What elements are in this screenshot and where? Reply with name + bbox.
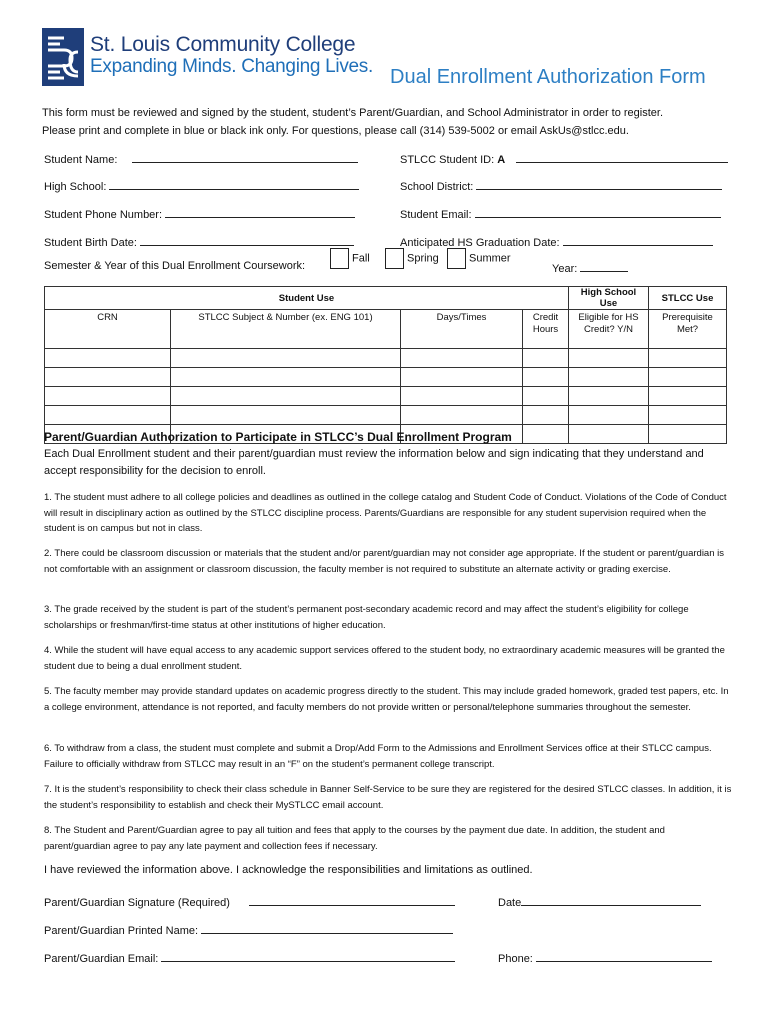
table-row[interactable] [45, 368, 727, 387]
graduation-date-label: Anticipated HS Graduation Date: [400, 237, 563, 249]
student-name-field[interactable] [44, 151, 358, 166]
table-cell[interactable] [171, 406, 401, 425]
authorization-title: Parent/Guardian Authorization to Participate in STLCC’s Dual Enrollment Program [44, 430, 512, 444]
policy-item-3: 3. The grade received by the student is part of the student’s permanent post-secondary academic record and may affect the student’s eligibility for college scholarships or freshman/first-time status at other institutions of higher education. [44, 604, 689, 631]
high-school-label: High School: [44, 181, 110, 193]
table-cell[interactable] [523, 425, 569, 444]
table-cell[interactable] [523, 349, 569, 368]
school-district-label: School District: [400, 181, 477, 193]
guardian-email-field[interactable] [44, 950, 455, 965]
table-cell[interactable] [401, 387, 523, 406]
table-cell[interactable] [45, 387, 171, 406]
course-table [44, 286, 727, 444]
school-district-line[interactable] [476, 178, 722, 190]
table-cell[interactable] [45, 406, 171, 425]
table-cell[interactable] [171, 387, 401, 406]
table-row[interactable] [45, 387, 727, 406]
table-row[interactable] [45, 349, 727, 368]
authorization-intro: Each Dual Enrollment student and their parent/guardian must review the information below and sign indicating that they understand and accept responsibility for the decision to enroll. [44, 448, 704, 477]
student-email-field[interactable] [400, 206, 721, 221]
spring-label: Spring [407, 252, 439, 265]
student-name-line[interactable] [132, 151, 358, 163]
fall-option[interactable] [330, 248, 370, 269]
instructions-line-1: This form must be reviewed and signed by the student, student’s Parent/Guardian, and School Administrator in order to register. [42, 107, 664, 119]
table-cell[interactable] [171, 349, 401, 368]
col-days-times: Days/Times [401, 310, 523, 349]
stlcc-use-header: STLCC Use [649, 287, 727, 310]
table-cell[interactable] [401, 406, 523, 425]
student-id-line[interactable] [516, 151, 728, 163]
policy-item-4: 4. While the student will have equal access to any academic support services offered to the student body, no extraordinary academic measures will be granted the student due to being a dual enrollment student. [44, 645, 725, 672]
spring-checkbox[interactable] [385, 248, 404, 269]
student-email-label: Student Email: [400, 209, 475, 221]
high-school-field[interactable] [44, 178, 359, 193]
table-cell[interactable] [569, 387, 649, 406]
table-cell[interactable] [649, 387, 727, 406]
fall-checkbox[interactable] [330, 248, 349, 269]
table-cell[interactable] [649, 368, 727, 387]
table-cell[interactable] [171, 368, 401, 387]
printed-name-label: Parent/Guardian Printed Name: [44, 925, 202, 937]
instructions-line-2: Please print and complete in blue or black ink only. For questions, please call (314) 539-5002 or email AskUs@stlcc.edu. [42, 125, 629, 137]
signature-label: Parent/Guardian Signature (Required) [44, 897, 230, 909]
table-cell[interactable] [569, 368, 649, 387]
student-phone-line[interactable] [165, 206, 355, 218]
table-group-header [45, 287, 727, 310]
signature-field[interactable] [44, 894, 455, 909]
college-name: St. Louis Community College [90, 33, 356, 56]
table-cell[interactable] [401, 349, 523, 368]
col-hs-credit: Eligible for HS Credit? Y/N [569, 310, 649, 349]
form-instructions [42, 104, 742, 140]
student-id-field[interactable] [400, 151, 728, 166]
table-cell[interactable] [649, 406, 727, 425]
semester-label: Semester & Year of this Dual Enrollment Coursework: [44, 260, 306, 272]
table-cell[interactable] [401, 368, 523, 387]
table-cell[interactable] [649, 425, 727, 444]
phone-label: Phone: [498, 953, 536, 965]
summer-label: Summer [469, 252, 511, 265]
date-label: Date [498, 897, 522, 909]
date-field[interactable] [498, 894, 701, 909]
acknowledgement-text: I have reviewed the information above. I acknowledge the responsibilities and limitations as outlined. [44, 864, 533, 876]
table-cell[interactable] [569, 349, 649, 368]
date-line[interactable] [521, 894, 701, 906]
policy-item-5: 5. The faculty member may provide standard updates on academic progress directly to the student. This may include graded homework, graded test papers, etc. In a college environment, attendance is not reported, and faculty members do not provide written or personal/telephone summaries throughout the semester. [44, 686, 729, 713]
student-use-header: Student Use [45, 287, 569, 310]
guardian-phone-field[interactable] [498, 950, 712, 965]
table-cell[interactable] [569, 425, 649, 444]
table-column-header [45, 310, 727, 349]
policy-item-7: 7. It is the student’s responsibility to check their class schedule in Banner Self-Service to be sure they are registered for the desired STLCC classes. In addition, it is the student’s responsibility to establish and check their MySTLCC email account. [44, 784, 732, 811]
guardian-email-line[interactable] [161, 950, 455, 962]
table-cell[interactable] [649, 349, 727, 368]
col-crn: CRN [45, 310, 171, 349]
birth-date-line[interactable] [140, 234, 354, 246]
col-subject-number: STLCC Subject & Number (ex. ENG 101) [171, 310, 401, 349]
college-tagline: Expanding Minds. Changing Lives. [90, 56, 373, 77]
student-phone-field[interactable] [44, 206, 355, 221]
year-line[interactable] [580, 260, 628, 272]
table-cell[interactable] [569, 406, 649, 425]
graduation-date-field[interactable] [400, 234, 713, 249]
spring-option[interactable] [385, 248, 439, 269]
graduation-date-line[interactable] [563, 234, 713, 246]
printed-name-line[interactable] [201, 922, 453, 934]
school-district-field[interactable] [400, 178, 722, 193]
col-prerequisite: Prerequisite Met? [649, 310, 727, 349]
high-school-use-header: High School Use [569, 287, 649, 310]
birth-date-label: Student Birth Date: [44, 237, 140, 249]
guardian-email-label: Parent/Guardian Email: [44, 953, 162, 965]
policy-item-1: 1. The student must adhere to all college policies and deadlines as outlined in the college catalog and Student Code of Conduct. Violations of the Code of Conduct will result in disciplinary action as outlined by the STLCC discipline process. Parents/Guardians are responsible for any student supervision required when the student is on campus but not in class. [44, 492, 727, 534]
signature-line[interactable] [249, 894, 455, 906]
table-row[interactable] [45, 406, 727, 425]
student-phone-label: Student Phone Number: [44, 209, 166, 221]
summer-option[interactable] [447, 248, 511, 269]
col-credit-hours: Credit Hours [523, 310, 569, 349]
table-cell[interactable] [523, 406, 569, 425]
birth-date-field[interactable] [44, 234, 354, 249]
year-label: Year: [552, 263, 581, 275]
table-cell[interactable] [523, 387, 569, 406]
form-title: Dual Enrollment Authorization Form [390, 66, 706, 88]
year-field[interactable] [552, 260, 628, 275]
table-cell[interactable] [45, 349, 171, 368]
high-school-line[interactable] [109, 178, 359, 190]
policy-item-6: 6. To withdraw from a class, the student must complete and submit a Drop/Add Form to the Admissions and Enrollment Services office at their STLCC campus. Failure to officially withdraw from STLCC may result in an “F” on the student’s permanent college transcript. [44, 743, 712, 770]
printed-name-field[interactable] [44, 922, 453, 937]
table-cell[interactable] [45, 368, 171, 387]
table-cell[interactable] [523, 368, 569, 387]
summer-checkbox[interactable] [447, 248, 466, 269]
student-id-label: STLCC Student ID: [400, 154, 498, 166]
fall-label: Fall [352, 252, 370, 265]
policy-item-2: 2. There could be classroom discussion or materials that the student and/or parent/guardian may not consider age appropriate. If the student or parent/guardian is not comfortable with an assignment or classroom discussion, the faculty member is not required to substitute an alternate activity or grading exercise. [44, 548, 725, 575]
student-id-prefix: A [497, 154, 506, 166]
policy-item-8: 8. The Student and Parent/Guardian agree to pay all tuition and fees that apply to the courses by the payment due date. In addition, the student and parent/guardian agree to pay any late payment and collection fees if necessary. [44, 825, 665, 852]
student-email-line[interactable] [475, 206, 721, 218]
phone-line[interactable] [536, 950, 712, 962]
student-name-label: Student Name: [44, 154, 118, 166]
stlcc-logo-icon [42, 28, 84, 86]
